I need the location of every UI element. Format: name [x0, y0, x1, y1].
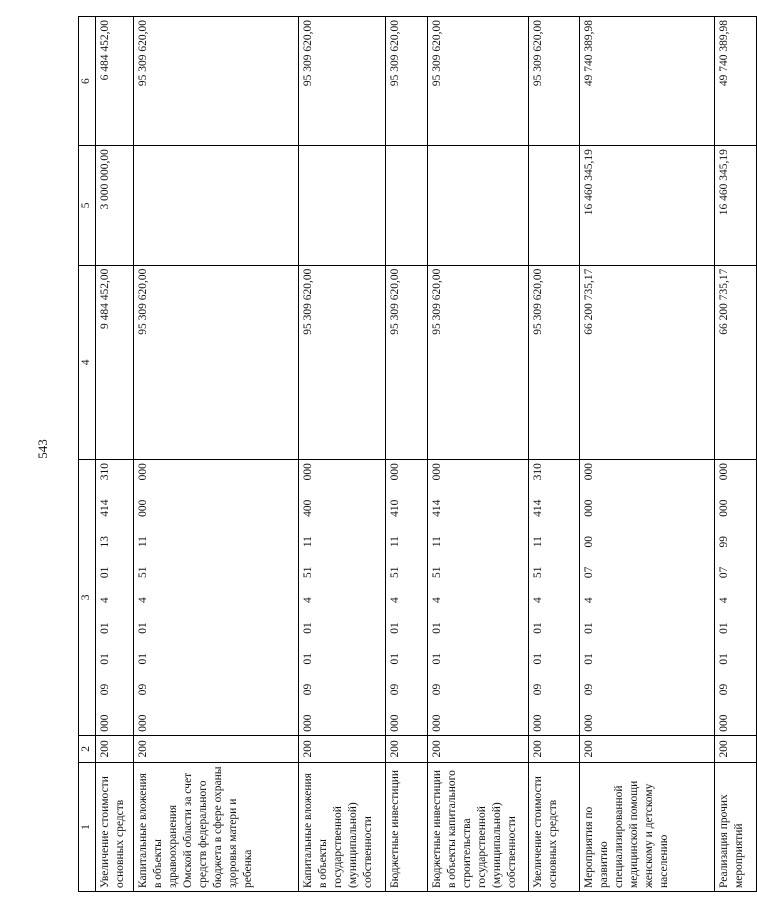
row-col5-value [428, 146, 529, 266]
row-name: Мероприятия по развитию специализированной медицинской помощи женскому и детскому населению [580, 762, 715, 891]
row-col4-value: 95 309 620,00 [529, 265, 580, 459]
budget-code-part: 000 [99, 714, 111, 732]
row-col6-value: 95 309 620,00 [299, 17, 386, 146]
row-group: 200 [299, 735, 386, 762]
budget-code-part: 01 [583, 653, 595, 665]
budget-code-part: 000 [431, 463, 443, 481]
row-group: 200 [386, 735, 428, 762]
row-group: 200 [715, 735, 757, 762]
budget-code-part: 51 [302, 566, 314, 578]
column-header: 3 [79, 459, 96, 735]
row-col5-value [386, 146, 428, 266]
row-budget-code [715, 459, 757, 735]
budget-code-part: 000 [302, 714, 314, 732]
table-row [580, 17, 715, 892]
budget-code-part: 09 [532, 683, 544, 696]
table-row [134, 17, 299, 892]
row-col6-value: 95 309 620,00 [529, 17, 580, 146]
budget-code-part: 99 [718, 535, 730, 548]
budget-code-part: 01 [532, 652, 544, 665]
row-col6-value: 49 740 389,98 [580, 17, 715, 146]
column-header: 1 [79, 762, 96, 891]
budget-code-part: 09 [99, 683, 111, 696]
row-col6-value: 49 740 389,98 [715, 17, 757, 146]
budget-code-part: 01 [389, 652, 401, 665]
budget-code-part: 01 [99, 566, 111, 579]
budget-code-part: 00 [583, 535, 595, 548]
budget-code-part: 01 [532, 622, 544, 634]
budget-code-part: 01 [302, 652, 314, 665]
budget-code-part: 414 [431, 499, 443, 517]
budget-code-part: 01 [302, 622, 314, 634]
row-col6-value: 95 309 620,00 [428, 17, 529, 146]
budget-code-part: 410 [389, 499, 401, 517]
budget-code [301, 463, 316, 732]
row-col5-value [529, 146, 580, 266]
row-col4-value: 95 309 620,00 [428, 265, 529, 459]
row-name: Реализация прочих мероприятий [715, 762, 757, 891]
budget-code-part: 09 [389, 683, 401, 696]
budget-code-part: 01 [431, 652, 443, 665]
column-header: 4 [79, 265, 96, 459]
column-number-row [79, 17, 96, 892]
row-name: Бюджетные инвестиции [386, 762, 428, 891]
budget-code-part: 01 [389, 622, 401, 634]
table-row [428, 17, 529, 892]
budget-code-part: 000 [583, 714, 595, 732]
table-row [96, 17, 134, 892]
budget-code-part: 000 [583, 499, 595, 517]
row-group: 200 [134, 735, 299, 762]
budget-code-part: 09 [431, 683, 443, 696]
row-col4-value: 9 484 452,00 [96, 265, 134, 459]
row-budget-code [580, 459, 715, 735]
budget-code-part: 09 [137, 683, 149, 696]
row-col4-value: 95 309 620,00 [299, 265, 386, 459]
budget-code-part: 4 [583, 597, 595, 604]
budget-code-part: 4 [302, 597, 314, 603]
budget-code-part: 4 [389, 597, 401, 603]
row-col4-value: 95 309 620,00 [386, 265, 428, 459]
budget-code-part: 4 [431, 597, 443, 603]
budget-code [136, 463, 151, 732]
budget-code-part: 4 [99, 597, 111, 604]
budget-code-part: 400 [302, 499, 314, 517]
budget-code-part: 310 [532, 463, 544, 481]
column-header: 6 [79, 17, 96, 146]
row-name: Капитальные вложения в объекты государственной (муниципальной) собственности [299, 762, 386, 891]
budget-code-part: 51 [532, 566, 544, 578]
budget-code [388, 463, 403, 732]
row-budget-code [134, 459, 299, 735]
budget-code-part: 000 [718, 463, 730, 481]
table-row [299, 17, 386, 892]
table-row [529, 17, 580, 892]
budget-code-part: 01 [431, 622, 443, 634]
budget-code-part: 000 [389, 714, 401, 732]
row-col4-value: 95 309 620,00 [134, 265, 299, 459]
table-row [386, 17, 428, 892]
budget-code-part: 09 [583, 683, 595, 696]
budget-code-part: 11 [431, 536, 443, 548]
budget-code-part: 11 [389, 536, 401, 548]
row-group: 200 [529, 735, 580, 762]
row-budget-code [428, 459, 529, 735]
budget-code-part: 000 [389, 463, 401, 481]
row-budget-code [386, 459, 428, 735]
row-name: Бюджетные инвестиции в объекты капитального строительства государственной (муниципальной) собственности [428, 762, 529, 891]
budget-code-part: 000 [137, 463, 149, 481]
budget-code-part: 310 [99, 463, 111, 481]
budget-code-part: 01 [137, 622, 149, 634]
budget-code-part: 000 [302, 463, 314, 481]
budget-code-part: 01 [718, 653, 730, 665]
row-col5-value [134, 146, 299, 266]
row-group: 200 [428, 735, 529, 762]
budget-code-part: 000 [583, 463, 595, 481]
budget-code-part: 4 [532, 597, 544, 603]
column-header: 5 [79, 146, 96, 266]
row-col4-value: 66 200 735,17 [580, 265, 715, 459]
row-col5-value: 16 460 345,19 [715, 146, 757, 266]
budget-code-part: 01 [718, 622, 730, 634]
budget-code-part: 414 [532, 499, 544, 517]
budget-code-part: 000 [718, 499, 730, 517]
budget-code-part: 000 [532, 714, 544, 732]
budget-table [78, 16, 757, 892]
budget-code [717, 463, 732, 732]
budget-code-part: 13 [99, 535, 111, 548]
row-col5-value [299, 146, 386, 266]
budget-code-part: 000 [718, 714, 730, 732]
rotated-page-content [78, 16, 745, 892]
budget-code-part: 01 [583, 622, 595, 634]
row-col6-value: 6 484 452,00 [96, 17, 134, 146]
table-row [715, 17, 757, 892]
budget-code-part: 07 [718, 566, 730, 579]
budget-code-part: 11 [532, 536, 544, 548]
budget-code [98, 463, 113, 732]
budget-code-part: 09 [302, 683, 314, 696]
budget-code-part: 000 [137, 499, 149, 517]
budget-code-part: 01 [99, 622, 111, 634]
page-number: 543 [35, 439, 50, 459]
budget-code-part: 51 [431, 566, 443, 578]
budget-code-part: 51 [137, 566, 149, 578]
budget-code-part: 4 [718, 597, 730, 604]
row-col6-value: 95 309 620,00 [386, 17, 428, 146]
column-header: 2 [79, 735, 96, 762]
row-name: Капитальные вложения в объекты здравоохранения Омской области за счет средств федерального бюджета в сфере охраны здоровья матери и ребенка [134, 762, 299, 891]
budget-code-part: 4 [137, 597, 149, 603]
row-col5-value: 3 000 000,00 [96, 146, 134, 266]
budget-code-part: 01 [137, 652, 149, 665]
row-budget-code [529, 459, 580, 735]
budget-code-part: 000 [137, 714, 149, 732]
budget-code-part: 09 [718, 683, 730, 696]
budget-code-part: 07 [583, 566, 595, 579]
row-name: Увеличение стоимости основных средств [96, 762, 134, 891]
row-budget-code [299, 459, 386, 735]
budget-code-part: 51 [389, 566, 401, 578]
row-col4-value: 66 200 735,17 [715, 265, 757, 459]
budget-code-part: 11 [137, 536, 149, 548]
budget-code-part: 000 [431, 714, 443, 732]
row-group: 200 [96, 735, 134, 762]
budget-code-part: 01 [99, 653, 111, 665]
row-group: 200 [580, 735, 715, 762]
budget-code [582, 463, 597, 732]
budget-code [430, 463, 445, 732]
row-col6-value: 95 309 620,00 [134, 17, 299, 146]
budget-code [531, 463, 546, 732]
budget-code-part: 414 [99, 499, 111, 517]
budget-code-part: 11 [302, 536, 314, 548]
row-budget-code [96, 459, 134, 735]
row-name: Увеличение стоимости основных средств [529, 762, 580, 891]
row-col5-value: 16 460 345,19 [580, 146, 715, 266]
